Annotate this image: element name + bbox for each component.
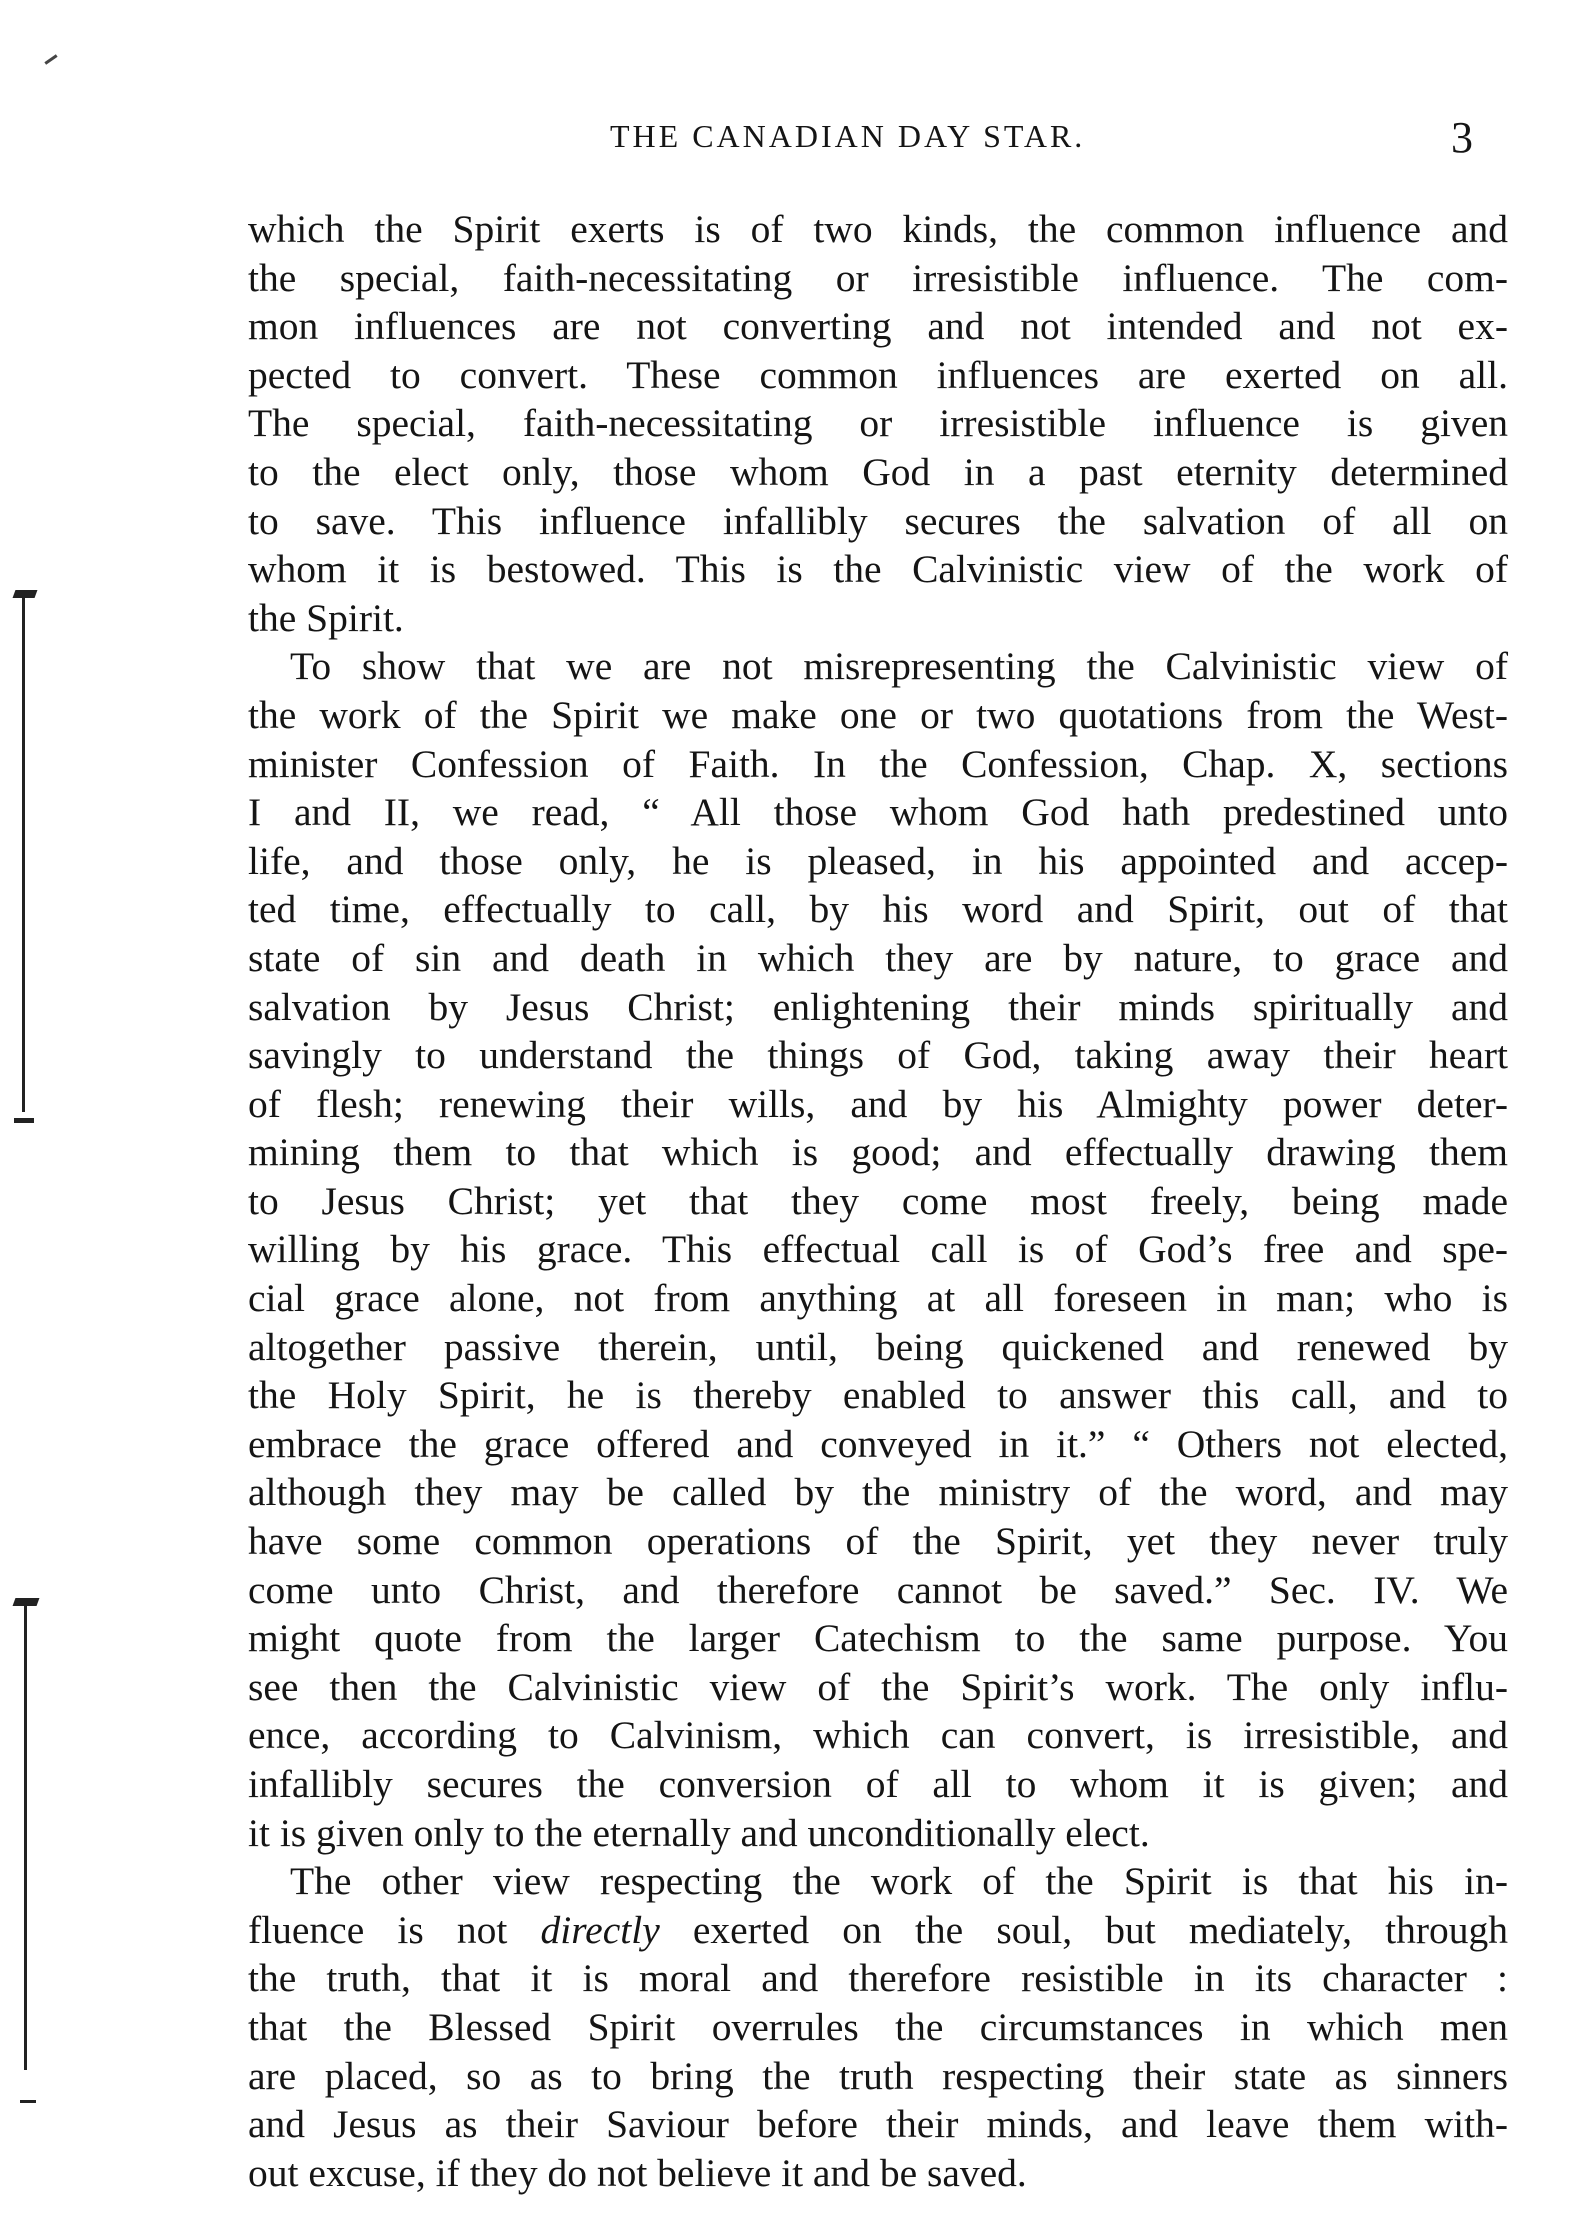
- text-line: ence, according to Calvinism, which can convert, is irresistible, and: [248, 1713, 1508, 1758]
- text-line: The special, faith-necessitating or irresistible influence is given: [248, 401, 1508, 446]
- text-line: whom it is bestowed. This is the Calvinistic view of the work of: [248, 547, 1508, 592]
- text-line: are placed, so as to bring the truth respecting their state as sinners: [248, 2053, 1508, 2098]
- paragraph-3: [248, 1857, 1508, 2197]
- margin-mark-lower: [13, 1598, 40, 1606]
- text-column: [248, 205, 1508, 2197]
- margin-mark-bottom: [20, 2100, 36, 2103]
- text-line: have some common operations of the Spirit, yet they never truly: [248, 1519, 1508, 1564]
- margin-rule-lower: [24, 1600, 27, 2070]
- text-line: To show that we are not misrepresenting the Calvinistic view of: [290, 644, 1508, 689]
- text-line: willing by his grace. This effectual call is of God’s free and spe-: [248, 1227, 1508, 1272]
- text-line: mining them to that which is good; and effectually drawing them: [248, 1130, 1508, 1175]
- text-line: mon influences are not converting and not intended and not ex-: [248, 304, 1508, 349]
- text-line: the special, faith-necessitating or irresistible influence. The com-: [248, 255, 1508, 300]
- text-line: and Jesus as their Saviour before their minds, and leave them with-: [248, 2102, 1508, 2147]
- text-line: that the Blessed Spirit overrules the circumstances in which men: [248, 2004, 1508, 2049]
- text-line: ted time, effectually to call, by his word and Spirit, out of that: [248, 887, 1508, 932]
- text-line: the Holy Spirit, he is thereby enabled to answer this call, and to: [248, 1373, 1508, 1418]
- text-line: cial grace alone, not from anything at all foreseen in man; who is: [248, 1276, 1508, 1321]
- text-line: fluence is not directly exerted on the soul, but mediately, through: [248, 1907, 1509, 1952]
- text-line: out excuse, if they do not believe it and be saved.: [248, 2150, 1027, 2195]
- text-line: of flesh; renewing their wills, and by his Almighty power deter-: [248, 1081, 1508, 1126]
- margin-mark-middle: [14, 1118, 34, 1123]
- text-line: altogether passive therein, until, being quickened and renewed by: [248, 1324, 1508, 1369]
- text-line: I and II, we read, “ All those whom God hath predestined unto: [248, 790, 1508, 835]
- corner-speck: [44, 54, 57, 64]
- italic-emphasis: directly: [540, 1907, 660, 1952]
- page-number: 3: [1451, 113, 1473, 162]
- text-line: pected to convert. These common influences are exerted on all.: [248, 352, 1508, 397]
- text-line: see then the Calvinistic view of the Spirit’s work. The only influ-: [248, 1664, 1508, 1709]
- text-line: the work of the Spirit we make one or two quotations from the West-: [248, 692, 1508, 737]
- margin-mark-upper: [13, 590, 38, 598]
- text-line: The other view respecting the work of the Spirit is that his in-: [290, 1859, 1508, 1904]
- text-line: life, and those only, he is pleased, in his appointed and accep-: [248, 838, 1508, 883]
- text-line: infallibly secures the conversion of all to whom it is given; and: [248, 1762, 1508, 1806]
- paragraph-2: [248, 642, 1508, 1857]
- text-line: the Spirit.: [248, 595, 404, 640]
- text-line: which the Spirit exerts is of two kinds, the common influence and: [248, 207, 1508, 251]
- text-line: minister Confession of Faith. In the Confession, Chap. X, sections: [248, 741, 1508, 786]
- text-line: it is given only to the eternally and unconditionally elect.: [248, 1810, 1150, 1855]
- text-line: the truth, that it is moral and therefore resistible in its character :: [248, 1956, 1508, 2001]
- text-line: state of sin and death in which they are by nature, to grace and: [248, 935, 1508, 980]
- text-line: although they may be called by the ministry of the word, and may: [248, 1470, 1508, 1515]
- text-line: to the elect only, those whom God in a past eternity determined: [248, 449, 1508, 494]
- text-line: might quote from the larger Catechism to the same purpose. You: [248, 1616, 1508, 1661]
- text-line: to Jesus Christ; yet that they come most freely, being made: [248, 1178, 1508, 1223]
- text-line: savingly to understand the things of God, taking away their heart: [248, 1033, 1508, 1078]
- text-line: salvation by Jesus Christ; enlightening their minds spiritually and: [248, 984, 1508, 1029]
- margin-rule-upper: [22, 592, 25, 1112]
- paragraph-1: [248, 205, 1508, 642]
- text-line: come unto Christ, and therefore cannot be saved.” Sec. IV. We: [248, 1567, 1508, 1612]
- text-line: embrace the grace offered and conveyed in it.” “ Others not elected,: [248, 1421, 1508, 1466]
- running-title: THE CANADIAN DAY STAR.: [610, 118, 1086, 154]
- text-line: to save. This influence infallibly secures the salvation of all on: [248, 498, 1508, 543]
